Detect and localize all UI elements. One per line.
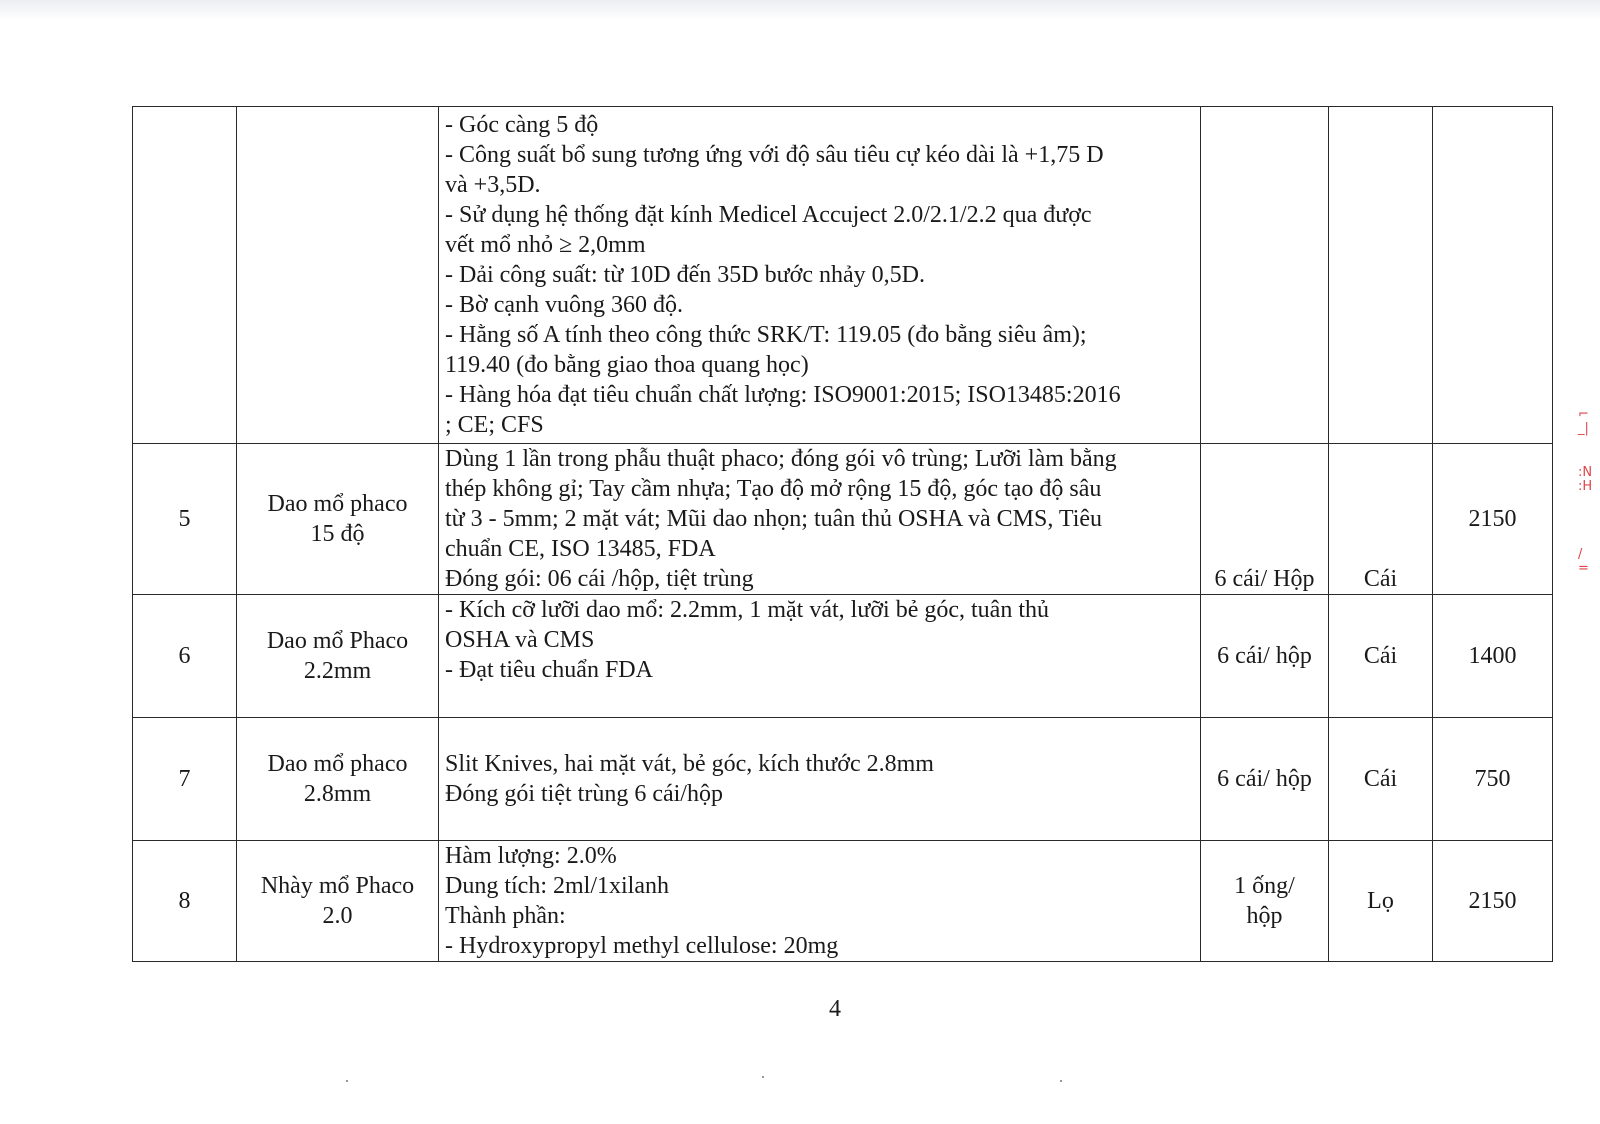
cell-qty: 2150 bbox=[1433, 841, 1553, 962]
cell-stt: 6 bbox=[133, 595, 237, 718]
cell-qty: 750 bbox=[1433, 718, 1553, 841]
spec-line: Slit Knives, hai mặt vát, bẻ góc, kích thước 2.8mm bbox=[445, 751, 934, 777]
spec-line: - Kích cỡ lưỡi dao mổ: 2.2mm, 1 mặt vát, lưỡi bẻ góc, tuân thủ bbox=[445, 597, 1049, 623]
table-row-8 bbox=[133, 841, 1553, 962]
cell-unit: Lọ bbox=[1329, 841, 1433, 962]
cell-name bbox=[237, 718, 439, 841]
name-line: 15 độ bbox=[310, 521, 365, 547]
table-row-6 bbox=[133, 595, 1553, 718]
spec-line: Dùng 1 lần trong phẫu thuật phaco; đóng gói vô trùng; Lưỡi làm bằng bbox=[445, 446, 1117, 472]
cell-name bbox=[237, 444, 439, 595]
cell-unit: Cái bbox=[1329, 595, 1433, 718]
spec-line: Dung tích: 2ml/1xilanh bbox=[445, 873, 669, 899]
name-line: 2.2mm bbox=[303, 658, 372, 684]
spec-line: Hàm lượng: 2.0% bbox=[445, 843, 617, 869]
spec-line: ; CE; CFS bbox=[445, 412, 544, 438]
spec-line: - Hằng số A tính theo công thức SRK/T: 119.05 (đo bằng siêu âm); bbox=[445, 322, 1087, 348]
cell-pack bbox=[1201, 595, 1329, 718]
scan-top-shade bbox=[0, 0, 1600, 20]
cell-spec bbox=[439, 595, 1201, 718]
cell-spec bbox=[439, 841, 1201, 962]
spec-line: - Công suất bổ sung tương ứng với độ sâu tiêu cự kéo dài là +1,75 D bbox=[445, 142, 1104, 168]
cell-spec bbox=[439, 444, 1201, 595]
pack-line: 6 cái/ hộp bbox=[1217, 766, 1312, 792]
name-line: Dao mổ phaco bbox=[267, 491, 408, 517]
cell-stt bbox=[133, 107, 237, 444]
spec-line: vết mổ nhỏ ≥ 2,0mm bbox=[445, 232, 646, 258]
pack-line: 6 cái/ hộp bbox=[1217, 643, 1312, 669]
cell-pack bbox=[1201, 444, 1329, 595]
cell-stt: 8 bbox=[133, 841, 237, 962]
stamp-fragment: / = bbox=[1578, 547, 1589, 576]
cell-stt: 7 bbox=[133, 718, 237, 841]
spec-line: - Bờ cạnh vuông 360 độ. bbox=[445, 292, 683, 318]
cell-qty: 1400 bbox=[1433, 595, 1553, 718]
spec-line: Đóng gói: 06 cái /hộp, tiệt trùng bbox=[445, 566, 754, 592]
name-line: Dao mổ phaco bbox=[267, 751, 408, 777]
name-line: Nhày mổ Phaco bbox=[260, 873, 415, 899]
cell-unit: Cái bbox=[1329, 718, 1433, 841]
name-line: 2.8mm bbox=[303, 781, 372, 807]
spec-line: - Dải công suất: từ 10D đến 35D bước nhảy 0,5D. bbox=[445, 262, 925, 288]
cell-name bbox=[237, 595, 439, 718]
spec-line: - Góc càng 5 độ bbox=[445, 112, 599, 138]
cell-pack bbox=[1201, 718, 1329, 841]
page-number: 4 bbox=[829, 996, 841, 1022]
stamp-fragment: ⌐ _| bbox=[1578, 407, 1589, 436]
spec-line: và +3,5D. bbox=[445, 172, 541, 198]
pack-line: 1 ống/ bbox=[1234, 873, 1295, 899]
table-row-7 bbox=[133, 718, 1553, 841]
table-row-continued bbox=[133, 107, 1553, 444]
spec-line: thép không gỉ; Tay cầm nhựa; Tạo độ mở rộng 15 độ, góc tạo độ sâu bbox=[445, 476, 1102, 502]
cell-unit bbox=[1329, 107, 1433, 444]
cell-unit: Cái bbox=[1329, 444, 1433, 595]
name-line: 2.0 bbox=[322, 903, 353, 929]
spec-line: từ 3 - 5mm; 2 mặt vát; Mũi dao nhọn; tuân thủ OSHA và CMS, Tiêu bbox=[445, 506, 1103, 532]
spec-line: Đóng gói tiệt trùng 6 cái/hộp bbox=[445, 781, 723, 807]
pack-line: 6 cái/ Hộp bbox=[1214, 566, 1315, 592]
cell-qty: 2150 bbox=[1433, 444, 1553, 595]
equipment-table bbox=[132, 106, 1553, 962]
pack-line: hộp bbox=[1246, 903, 1283, 929]
spec-line: - Sử dụng hệ thống đặt kính Medicel Accuject 2.0/2.1/2.2 qua được bbox=[445, 202, 1092, 228]
scan-speck bbox=[762, 1076, 764, 1078]
spec-line: OSHA và CMS bbox=[445, 627, 595, 653]
stamp-fragment: :N :H bbox=[1578, 465, 1593, 494]
cell-pack bbox=[1201, 841, 1329, 962]
spec-line: - Đạt tiêu chuẩn FDA bbox=[445, 657, 653, 683]
spec-line: chuẩn CE, ISO 13485, FDA bbox=[445, 536, 716, 562]
cell-pack bbox=[1201, 107, 1329, 444]
scan-speck bbox=[1060, 1080, 1062, 1082]
table-row-5 bbox=[133, 444, 1553, 595]
name-line: Dao mổ Phaco bbox=[266, 628, 409, 654]
spec-line: - Hydroxypropyl methyl cellulose: 20mg bbox=[445, 933, 839, 959]
cell-spec bbox=[439, 107, 1201, 444]
cell-qty bbox=[1433, 107, 1553, 444]
scan-speck bbox=[346, 1080, 348, 1082]
spec-line: 119.40 (đo bằng giao thoa quang học) bbox=[445, 352, 809, 378]
cell-stt: 5 bbox=[133, 444, 237, 595]
cell-name bbox=[237, 107, 439, 444]
spec-line: Thành phần: bbox=[445, 903, 566, 929]
cell-spec bbox=[439, 718, 1201, 841]
cell-name bbox=[237, 841, 439, 962]
spec-line: - Hàng hóa đạt tiêu chuẩn chất lượng: ISO9001:2015; ISO13485:2016 bbox=[445, 382, 1121, 408]
